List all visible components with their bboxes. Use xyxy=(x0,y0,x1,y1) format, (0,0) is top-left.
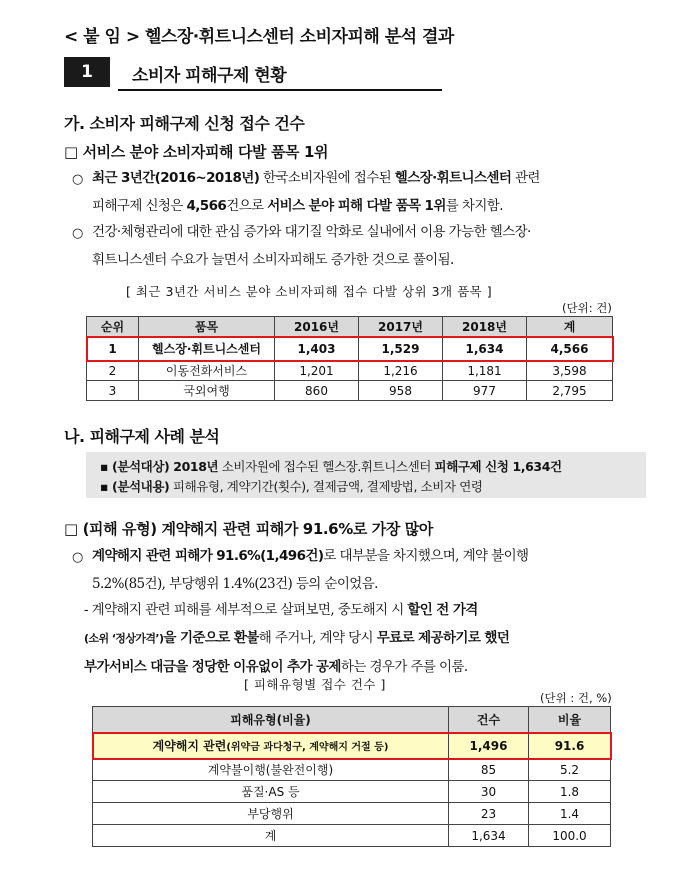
table-row xyxy=(87,381,613,401)
table-header: 순위 xyxy=(87,317,139,337)
box-line-1 xyxy=(100,457,562,475)
bullet-marker: ○ xyxy=(72,172,84,187)
text: 피해유형, 계약기간(횟수), 결제금액, 결제방법, 소비자 연령 xyxy=(169,479,483,494)
paragraph-na-dash xyxy=(84,596,659,681)
text-bold: 피해구제 신청 1,634건 xyxy=(434,459,562,474)
table-cell: 헬스장·휘트니스센터 xyxy=(139,337,275,361)
text-bold: 을 기준으로 환불 xyxy=(163,630,259,646)
text: 소비자원에 접수된 헬스장.휘트니스센터 xyxy=(218,459,435,474)
table-cell: 1 xyxy=(87,337,139,361)
text-bold: ▪ (분석대상) 2018년 xyxy=(100,459,219,474)
heading-ga: 가. 소비자 피해구제 신청 접수 건수 xyxy=(64,114,305,133)
table-cell: 1,529 xyxy=(359,337,443,361)
table-cell: 1.8 xyxy=(529,781,611,803)
section-title: 소비자 피해구제 현황 xyxy=(132,66,287,86)
heading-na: 나. 피해구제 사례 분석 xyxy=(64,427,220,446)
section-title-underline xyxy=(118,89,442,91)
table-header: 계 xyxy=(527,317,613,337)
table-cell: 2,795 xyxy=(527,381,613,401)
table-header: 2016년 xyxy=(275,317,359,337)
table-header: 품목 xyxy=(139,317,275,337)
table-cell: 1,216 xyxy=(359,361,443,381)
table-cell: 1,634 xyxy=(443,337,527,361)
table-cell: 958 xyxy=(359,381,443,401)
box-line-2 xyxy=(100,477,483,495)
text: - 계약해지 관련 피해를 세부적으로 살펴보면, 중도해지 시 xyxy=(84,602,408,618)
text: 로 대부분을 차지했으며, 계약 불이행 xyxy=(323,548,529,564)
subheading-damage-type: □ (피해 유형) 계약해지 관련 피해가 91.6%로 가장 많아 xyxy=(64,520,433,538)
table-row-highlighted xyxy=(93,733,611,759)
text: 휘트니스센터 수요가 늘면서 소비자피해도 증가한 것으로 풀이됨. xyxy=(92,252,454,268)
text: 관련 xyxy=(511,170,540,186)
table-cell: 100.0 xyxy=(529,825,611,847)
table-cell: 이동전화서비스 xyxy=(139,361,275,381)
text: 한국소비자원에 접수된 xyxy=(259,170,395,186)
table-cell: 계 xyxy=(93,825,449,847)
text: 건강·체형관리에 대한 관심 증가와 대기질 악화로 실내에서 이용 가능한 헬스장· xyxy=(92,224,531,240)
top3-items-table xyxy=(86,316,613,401)
table-cell: 품질·AS 등 xyxy=(93,781,449,803)
table-cell: 부당행위 xyxy=(93,803,449,825)
table-header: 건수 xyxy=(449,707,529,733)
text: 5.2%(85건), 부당행위 1.4%(23건) 등의 순이었음. xyxy=(92,576,378,592)
damage-type-table xyxy=(92,706,611,847)
text-bold: 계약해지 관련 피해가 91.6%(1,496건) xyxy=(92,548,324,564)
paragraph-ga-bullet1 xyxy=(92,164,652,220)
subheading-service-top1: □ 서비스 분야 소비자피해 다발 품목 1위 xyxy=(64,143,329,161)
table-caption: [ 최근 3년간 서비스 분야 소비자피해 접수 다발 상위 3개 품목 ] xyxy=(126,284,493,299)
table-cell: 3 xyxy=(87,381,139,401)
table-cell: 1,181 xyxy=(443,361,527,381)
table-row xyxy=(87,361,613,381)
table-cell: 30 xyxy=(449,781,529,803)
table-caption: [ 피해유형별 접수 건수 ] xyxy=(244,677,386,692)
text-bold: 할인 전 가격 xyxy=(407,602,478,618)
table-row xyxy=(93,781,611,803)
table-header: 비율 xyxy=(529,707,611,733)
text-bold: 헬스장·휘트니스센터 xyxy=(394,170,512,186)
text-bold: (위약금 과다청구, 계약해지 거절 등) xyxy=(226,742,389,753)
table-cell: 977 xyxy=(443,381,527,401)
text-bold: (소위 ‘정상가격’) xyxy=(84,632,164,645)
table-cell: 23 xyxy=(449,803,529,825)
table-row xyxy=(93,759,611,781)
text-bold: 서비스 분야 피해 다발 품목 1위 xyxy=(267,198,446,214)
analysis-summary-box xyxy=(86,452,646,498)
table-cell: 85 xyxy=(449,759,529,781)
table-unit: (단위 : 건, %) xyxy=(540,691,612,705)
bullet-marker: ○ xyxy=(72,550,84,565)
text-bold: 부가서비스 대금을 정당한 이유없이 추가 공제 xyxy=(84,659,341,675)
table-cell: 1,496 xyxy=(449,733,529,759)
table-unit: (단위: 건) xyxy=(562,301,612,315)
text: 건으로 xyxy=(226,198,268,214)
table-cell: 4,566 xyxy=(527,337,613,361)
paragraph-ga-bullet2 xyxy=(92,218,652,274)
section-number-badge: 1 xyxy=(64,57,110,87)
text-bold: 계약해지 관련 xyxy=(152,739,227,753)
text: 를 차지함. xyxy=(445,198,503,214)
text: 피해구제 신청은 xyxy=(92,198,187,214)
text: 해 주거나, 계약 당시 xyxy=(258,630,377,646)
table-cell: 1,201 xyxy=(275,361,359,381)
text-bold: ▪ (분석내용) xyxy=(100,479,170,494)
table-header: 피해유형(비율) xyxy=(93,707,449,733)
text: 하는 경우가 주를 이룸. xyxy=(340,659,468,675)
table-row-highlighted xyxy=(87,337,613,361)
document-title: < 붙 임 > 헬스장·휘트니스센터 소비자피해 분석 결과 xyxy=(64,27,454,47)
table-header: 2018년 xyxy=(443,317,527,337)
text-bold: 4,566 xyxy=(186,198,227,214)
text-bold: 무료로 제공하기로 했던 xyxy=(376,630,510,646)
text-bold: 최근 3년간(2016~2018년) xyxy=(92,170,260,186)
table-cell: 계약불이행(불완전이행) xyxy=(93,759,449,781)
table-cell xyxy=(93,733,449,759)
table-cell: 91.6 xyxy=(529,733,611,759)
table-row-total xyxy=(93,825,611,847)
bullet-marker: ○ xyxy=(72,226,84,241)
table-cell: 860 xyxy=(275,381,359,401)
table-cell: 1,403 xyxy=(275,337,359,361)
table-cell: 1,634 xyxy=(449,825,529,847)
table-header: 2017년 xyxy=(359,317,443,337)
table-cell: 5.2 xyxy=(529,759,611,781)
table-cell: 3,598 xyxy=(527,361,613,381)
table-row xyxy=(93,803,611,825)
table-cell: 2 xyxy=(87,361,139,381)
table-cell: 1.4 xyxy=(529,803,611,825)
paragraph-na-bullet1 xyxy=(92,542,652,598)
table-cell: 국외여행 xyxy=(139,381,275,401)
